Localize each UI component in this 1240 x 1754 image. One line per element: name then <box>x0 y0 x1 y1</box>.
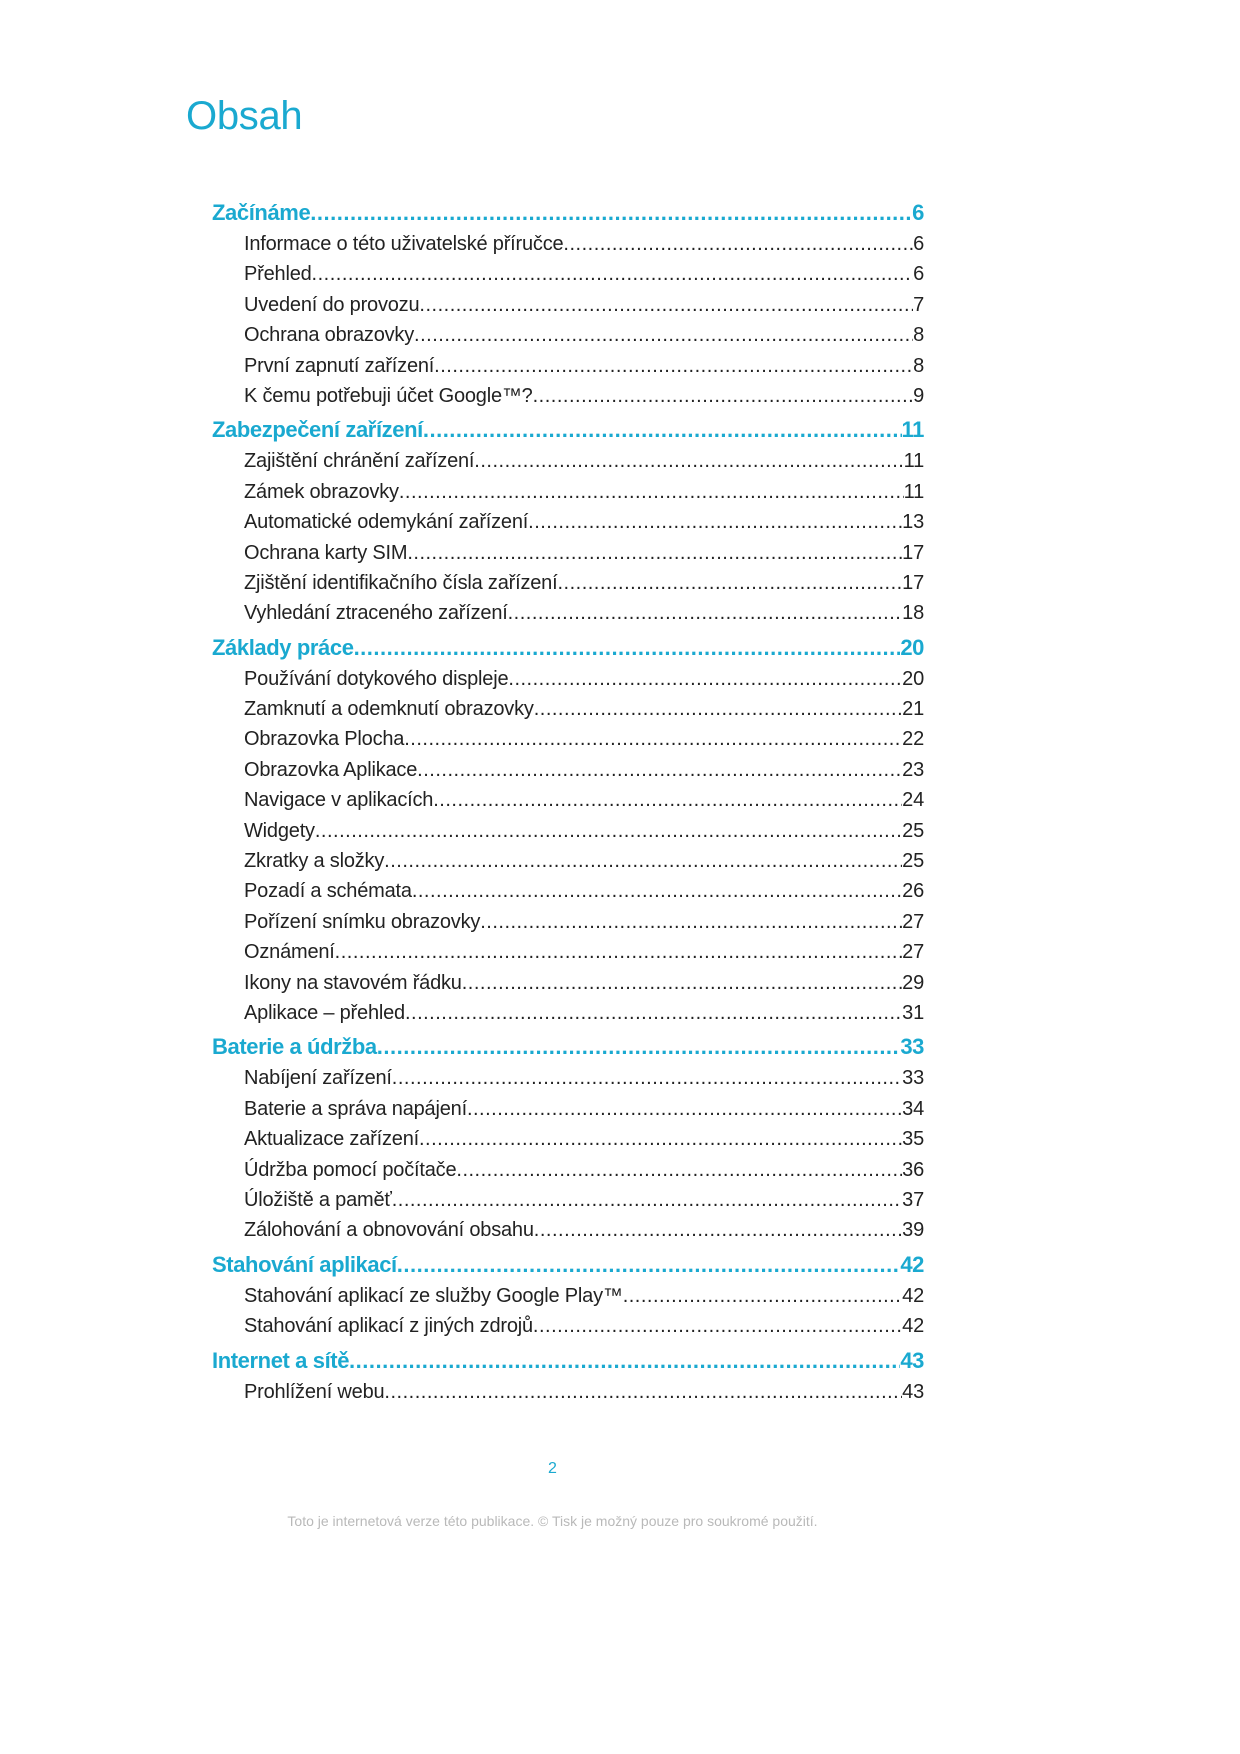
toc-section-label: Údržba pomocí počítače <box>244 1158 457 1181</box>
toc-chapter-label: Začínáme <box>212 200 311 225</box>
toc-section-page-number: 37 <box>902 1188 924 1211</box>
toc-section[interactable] <box>212 907 924 937</box>
toc-chapter[interactable] <box>212 413 924 446</box>
dot-leader <box>377 1030 901 1063</box>
toc-chapter[interactable] <box>212 1030 924 1063</box>
toc-chapter-label: Internet a sítě <box>212 1347 350 1373</box>
toc-section-label: Aktualizace zařízení <box>244 1128 419 1151</box>
dot-leader <box>528 507 902 537</box>
toc-chapter-label: Zabezpečení zařízení <box>212 417 423 443</box>
toc-chapter-label: Stahování aplikací <box>212 1251 397 1277</box>
dot-leader <box>407 538 902 568</box>
toc-chapter[interactable] <box>212 196 924 229</box>
toc-section-label: Pozadí a schémata <box>244 880 412 903</box>
toc-section[interactable] <box>212 937 924 967</box>
toc-chapter-label: Základy práce <box>212 634 354 660</box>
toc-section[interactable] <box>212 1377 924 1407</box>
toc-section[interactable] <box>212 446 924 476</box>
toc-section-label: Používání dotykového displeje <box>244 667 509 690</box>
dot-leader <box>508 598 903 628</box>
toc-section-label: Obrazovka Aplikace <box>244 758 418 781</box>
toc-chapter-page-number: 42 <box>900 1251 924 1277</box>
toc-section-page-number: 6 <box>913 233 924 255</box>
toc-section[interactable] <box>212 1155 924 1185</box>
dot-leader <box>534 694 902 724</box>
toc-section-page-number: 29 <box>902 971 924 994</box>
toc-section-label: Zálohování a obnovování obsahu <box>244 1219 534 1242</box>
toc-section[interactable] <box>212 876 924 906</box>
toc-section-page-number: 8 <box>913 354 924 377</box>
toc-section[interactable] <box>212 816 924 846</box>
toc-section-label: Ikony na stavovém řádku <box>244 971 462 994</box>
toc-section-label: Ochrana obrazovky <box>244 324 415 347</box>
toc-chapter[interactable] <box>212 631 924 664</box>
dot-leader <box>462 968 902 998</box>
toc-section[interactable] <box>212 477 924 507</box>
toc-section-label: K čemu potřebuji účet Google™? <box>244 384 533 407</box>
toc-section-page-number: 42 <box>902 1284 924 1307</box>
toc-section[interactable] <box>212 724 924 754</box>
dot-leader <box>417 755 902 785</box>
dot-leader <box>414 320 913 350</box>
page-number: 2 <box>548 1460 557 1477</box>
dot-leader <box>533 1311 902 1341</box>
dot-leader <box>474 446 903 476</box>
toc-section-page-number: 24 <box>902 789 924 812</box>
toc-section-label: Oznámení <box>244 941 335 964</box>
toc-section[interactable] <box>212 538 924 568</box>
toc-section-page-number: 11 <box>903 480 924 503</box>
toc-section[interactable] <box>212 1281 924 1311</box>
dot-leader <box>623 1281 902 1311</box>
toc-section-page-number: 42 <box>902 1315 924 1338</box>
toc-section[interactable] <box>212 755 924 785</box>
toc-chapter-page-number: 11 <box>901 417 924 443</box>
dot-leader <box>480 907 902 937</box>
dot-leader <box>534 1215 902 1245</box>
toc-section[interactable] <box>212 785 924 815</box>
toc-section-label: Zjištění identifikačního čísla zařízení <box>244 571 558 594</box>
dot-leader <box>349 1344 900 1377</box>
toc-section-page-number: 21 <box>902 698 924 721</box>
toc-section-page-number: 13 <box>902 511 924 534</box>
dot-leader <box>508 664 902 694</box>
footer-note: Toto je internetová verze této publikace. © Tisk je možný pouze pro soukromé použití. <box>287 1513 818 1529</box>
toc-section[interactable] <box>212 229 924 259</box>
dot-leader <box>419 1124 902 1154</box>
dot-leader <box>310 196 912 229</box>
toc-section-page-number: 7 <box>913 293 924 316</box>
toc-section[interactable] <box>212 598 924 628</box>
toc-section-label: Nabíjení zařízení <box>244 1067 392 1090</box>
toc-section[interactable] <box>212 507 924 537</box>
toc-section-label: Úložiště a paměť <box>244 1188 392 1211</box>
toc-section[interactable] <box>212 1311 924 1341</box>
toc-section[interactable] <box>212 1094 924 1124</box>
toc-section[interactable] <box>212 351 924 381</box>
toc-section-page-number: 17 <box>902 541 924 564</box>
toc-section-label: Navigace v aplikacích <box>244 789 434 812</box>
dot-leader <box>335 937 902 967</box>
toc-section-page-number: 27 <box>902 910 924 933</box>
toc-section-label: Widgety <box>244 819 315 842</box>
toc-section-label: Uvedení do provozu <box>244 293 420 316</box>
toc-chapter-page-number: 33 <box>900 1034 924 1060</box>
toc-section[interactable] <box>212 259 924 289</box>
toc-section-label: Automatické odemykání zařízení <box>244 511 529 534</box>
toc-section[interactable] <box>212 1063 924 1093</box>
toc-section-page-number: 9 <box>913 384 924 407</box>
toc-section-label: Zajištění chránění zařízení <box>244 450 475 473</box>
dot-leader <box>434 351 913 381</box>
toc-section[interactable] <box>212 568 924 598</box>
toc-chapter-page-number: 20 <box>900 634 924 660</box>
toc-section-page-number: 11 <box>903 450 924 473</box>
toc-section[interactable] <box>212 694 924 724</box>
toc-section-page-number: 6 <box>913 263 924 286</box>
dot-leader <box>315 816 902 846</box>
toc-section-label: Informace o této uživatelské příručce <box>244 233 564 255</box>
toc-section-label: Aplikace – přehled <box>244 1001 405 1024</box>
toc-chapter[interactable] <box>212 1248 924 1281</box>
toc-section-label: Vyhledání ztraceného zařízení <box>244 602 508 625</box>
toc-section[interactable] <box>212 968 924 998</box>
toc-section[interactable] <box>212 664 924 694</box>
dot-leader <box>433 785 902 815</box>
toc-section-page-number: 26 <box>902 880 924 903</box>
dot-leader <box>412 876 902 906</box>
toc-chapter[interactable] <box>212 1344 924 1377</box>
toc-section-label: Zkratky a složky <box>244 850 385 873</box>
toc-section-page-number: 36 <box>902 1158 924 1181</box>
toc-section-page-number: 25 <box>902 850 924 873</box>
dot-leader <box>405 998 902 1028</box>
toc-section-label: Zamknutí a odemknutí obrazovky <box>244 698 534 721</box>
toc-section-page-number: 31 <box>902 1001 924 1024</box>
toc-section[interactable] <box>212 381 924 411</box>
toc-section-page-number: 8 <box>913 324 924 347</box>
toc-section[interactable] <box>212 290 924 320</box>
toc-section-page-number: 33 <box>902 1067 924 1090</box>
toc-section-page-number: 25 <box>902 819 924 842</box>
dot-leader <box>423 413 902 446</box>
dot-leader <box>557 568 902 598</box>
dot-leader <box>384 846 902 876</box>
toc-section-label: Stahování aplikací z jiných zdrojů <box>244 1315 533 1338</box>
toc-section-label: Zámek obrazovky <box>244 480 399 503</box>
dot-leader <box>384 1377 902 1407</box>
toc-section[interactable] <box>212 320 924 350</box>
toc-section-page-number: 23 <box>902 758 924 781</box>
toc-section-page-number: 27 <box>902 941 924 964</box>
toc-section-label: Baterie a správa napájení <box>244 1097 467 1120</box>
toc-section-label: Stahování aplikací ze služby Google Play™ <box>244 1284 623 1307</box>
toc-section-page-number: 39 <box>902 1219 924 1242</box>
toc-section-label: Prohlížení webu <box>244 1380 385 1403</box>
dot-leader <box>354 631 901 664</box>
toc-section[interactable] <box>212 1185 924 1215</box>
toc-section-page-number: 17 <box>902 571 924 594</box>
toc-section-label: Ochrana karty SIM <box>244 541 408 564</box>
dot-leader <box>563 229 913 259</box>
dot-leader <box>404 724 902 754</box>
toc-chapter-page-number: 6 <box>912 200 924 225</box>
dot-leader <box>467 1094 902 1124</box>
dot-leader <box>312 259 914 289</box>
dot-leader <box>456 1155 902 1185</box>
toc-section-label: První zapnutí zařízení <box>244 354 435 377</box>
toc-section-page-number: 18 <box>902 602 924 625</box>
table-of-contents <box>212 196 924 1407</box>
toc-section-label: Přehled <box>244 263 312 286</box>
dot-leader <box>399 477 904 507</box>
toc-section-page-number: 22 <box>902 728 924 751</box>
toc-section-label: Pořízení snímku obrazovky <box>244 910 481 933</box>
toc-section-page-number: 35 <box>902 1128 924 1151</box>
dot-leader <box>533 381 913 411</box>
dot-leader <box>419 290 913 320</box>
toc-section[interactable] <box>212 846 924 876</box>
dot-leader <box>397 1248 901 1281</box>
toc-chapter-page-number: 43 <box>900 1347 924 1373</box>
toc-section[interactable] <box>212 1215 924 1245</box>
toc-section[interactable] <box>212 998 924 1028</box>
toc-section-page-number: 43 <box>902 1380 924 1403</box>
toc-section[interactable] <box>212 1124 924 1154</box>
toc-section-page-number: 34 <box>902 1097 924 1120</box>
dot-leader <box>392 1063 902 1093</box>
toc-chapter-label: Baterie a údržba <box>212 1034 377 1060</box>
dot-leader <box>392 1185 902 1215</box>
page-title: Obsah <box>186 94 303 138</box>
toc-section-page-number: 20 <box>902 667 924 690</box>
toc-section-label: Obrazovka Plocha <box>244 728 405 751</box>
